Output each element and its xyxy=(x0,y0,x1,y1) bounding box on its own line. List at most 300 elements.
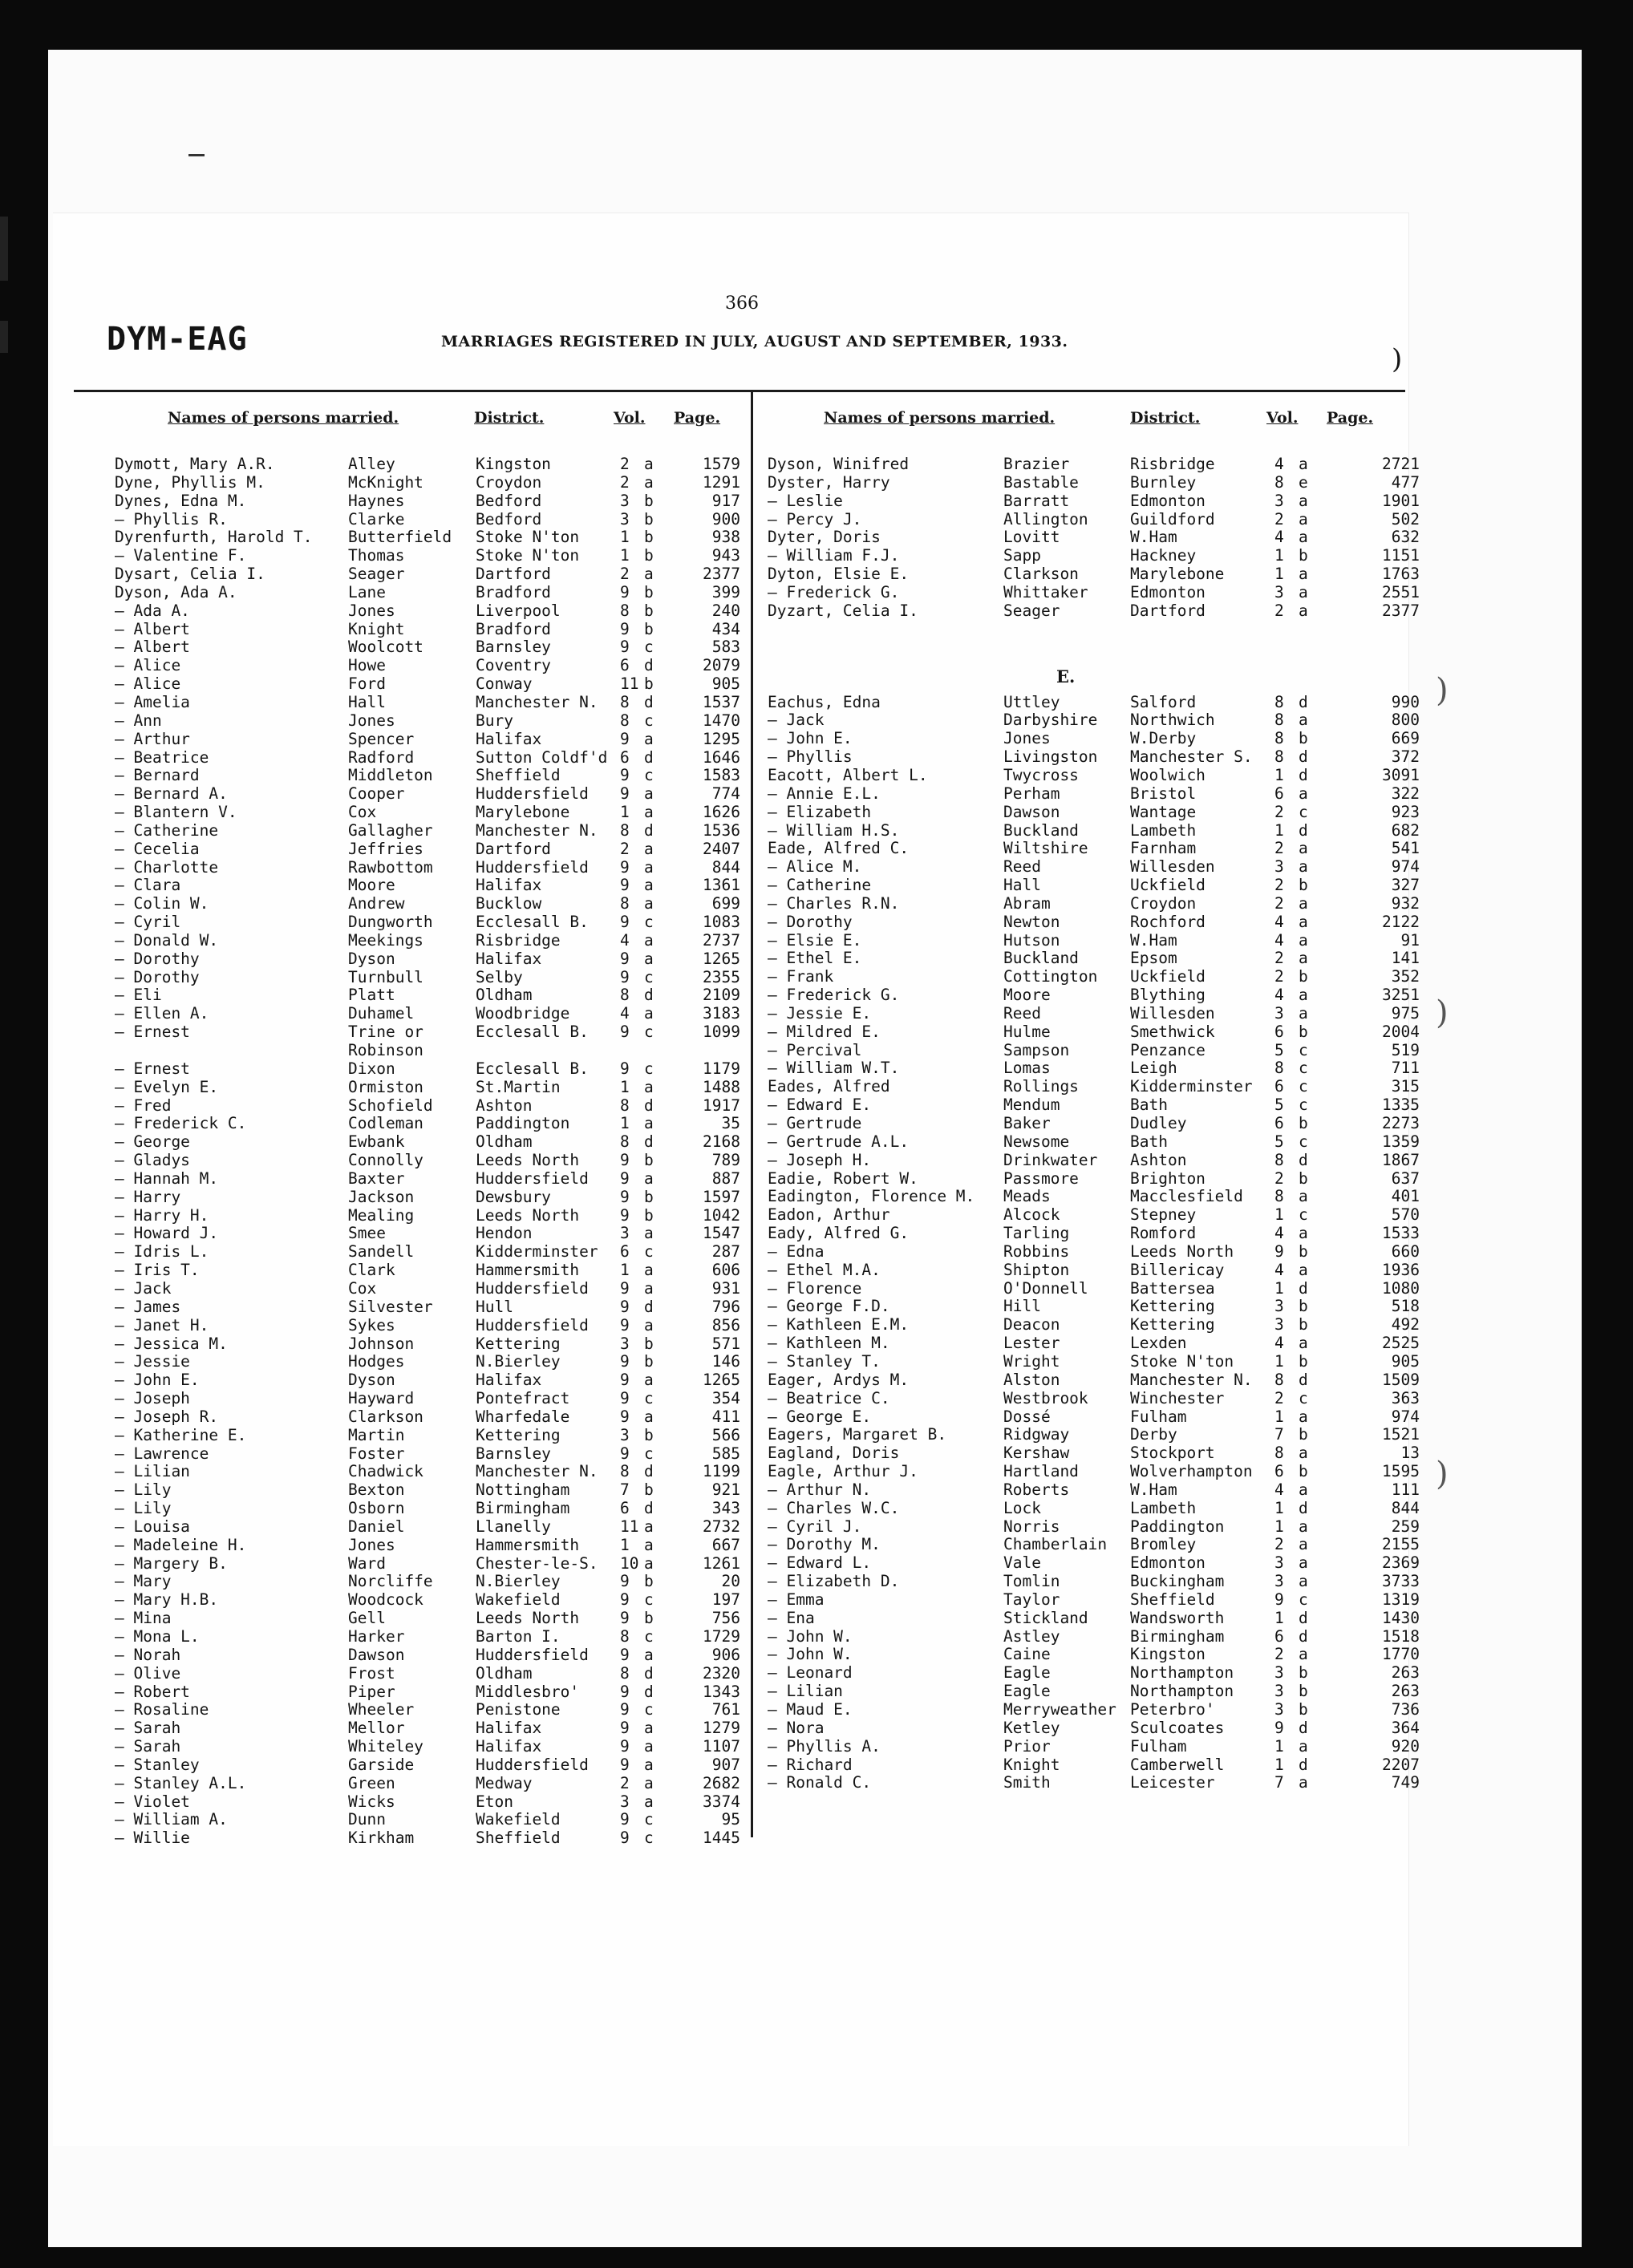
table-row xyxy=(768,1114,1420,1133)
entry-vol-letter: d xyxy=(644,1096,654,1115)
entry-vol: 8 xyxy=(620,986,630,1005)
entry-vol-letter: a xyxy=(644,1315,654,1334)
entry-vol: 6 xyxy=(1274,1626,1284,1646)
table-row xyxy=(768,784,1420,804)
entry-district: Halifax xyxy=(476,949,542,968)
entry-district: Ashton xyxy=(1130,1150,1187,1169)
table-row xyxy=(115,1151,740,1170)
table-row xyxy=(115,1096,740,1116)
entry-vol: 1 xyxy=(1274,820,1284,840)
entry-page: 2207 xyxy=(1382,1755,1420,1774)
entry-name: — Jack xyxy=(115,1278,172,1298)
table-row xyxy=(115,1205,740,1225)
entry-spouse: Cottington xyxy=(1003,967,1098,986)
entry-vol-letter: b xyxy=(644,491,654,510)
entry-name: — Willie xyxy=(115,1829,190,1848)
entry-vol-letter: a xyxy=(644,1645,654,1664)
entry-page: 856 xyxy=(711,1315,740,1334)
entry-vol-letter: b xyxy=(1299,1241,1308,1261)
entry-vol: 1 xyxy=(620,1077,630,1096)
table-row xyxy=(768,1498,1420,1518)
entry-vol: 9 xyxy=(620,1737,630,1756)
entry-name: Dyson, Ada A. xyxy=(115,582,237,601)
entry-vol-letter: c xyxy=(1299,1040,1308,1059)
entry-district: Stoke N'ton xyxy=(476,546,580,565)
entry-vol: 1 xyxy=(1274,1205,1284,1225)
table-row xyxy=(115,857,740,877)
entry-spouse: Andrew xyxy=(348,894,405,913)
entry-page: 3733 xyxy=(1382,1572,1420,1591)
entry-name: — Ernest xyxy=(115,1059,190,1078)
entry-page: 887 xyxy=(711,1168,740,1188)
entry-district: N.Bierley xyxy=(476,1572,561,1591)
entry-district: Fulham xyxy=(1130,1736,1187,1756)
table-row xyxy=(768,1334,1420,1353)
entry-vol-letter: b xyxy=(1299,1168,1308,1188)
entry-vol: 3 xyxy=(620,509,630,529)
entry-spouse: Clark xyxy=(348,1261,395,1280)
entry-page: 1445 xyxy=(703,1829,740,1848)
entry-name: — Gladys xyxy=(115,1151,190,1170)
entry-name: — Elizabeth D. xyxy=(768,1572,900,1591)
entry-vol-letter: d xyxy=(644,1499,654,1518)
header-range: DYM-EAG xyxy=(107,321,248,358)
entry-spouse: Sykes xyxy=(348,1315,395,1334)
table-row xyxy=(768,1315,1420,1334)
header-vol: Vol. xyxy=(1266,409,1299,427)
entry-name: — Rosaline xyxy=(115,1700,209,1719)
entry-name: — Cecelia xyxy=(115,839,200,858)
scan-edge-mark xyxy=(0,217,8,281)
entry-district: Winchester xyxy=(1130,1388,1225,1407)
table-row xyxy=(115,839,740,859)
entry-vol-letter: b xyxy=(644,1151,654,1170)
entry-page: 1319 xyxy=(1382,1590,1420,1609)
entry-spouse: Hayward xyxy=(348,1389,415,1408)
entry-page: 938 xyxy=(711,528,740,547)
entry-vol: 2 xyxy=(1274,1645,1284,1664)
entry-vol-letter: d xyxy=(1299,1150,1308,1169)
entry-vol: 9 xyxy=(620,1682,630,1701)
entry-page: 1583 xyxy=(703,766,740,785)
entry-name: Eagers, Margaret B. xyxy=(768,1425,947,1444)
entry-vol: 2 xyxy=(1274,1535,1284,1554)
entry-name: — Beatrice C. xyxy=(768,1388,890,1407)
entry-page: 1080 xyxy=(1382,1278,1420,1298)
entry-district: Sheffield xyxy=(1130,1590,1215,1609)
table-row xyxy=(768,1682,1420,1701)
entry-name: — Cyril J. xyxy=(768,1517,862,1536)
entry-vol: 1 xyxy=(1274,546,1284,565)
entry-page: 1083 xyxy=(703,913,740,932)
entry-page: 1359 xyxy=(1382,1132,1420,1151)
entry-vol: 8 xyxy=(1274,692,1284,711)
entry-vol: 9 xyxy=(620,1572,630,1591)
entry-name: — Ellen A. xyxy=(115,1004,209,1023)
entry-spouse: Lane xyxy=(348,582,386,601)
entry-name: — Elsie E. xyxy=(768,930,862,950)
entry-page: 2122 xyxy=(1382,912,1420,931)
entry-vol: 1 xyxy=(1274,1517,1284,1536)
margin-bracket: ) xyxy=(1436,1456,1449,1492)
entry-vol-letter: d xyxy=(644,1132,654,1152)
entry-district: Hull xyxy=(476,1297,513,1316)
entry-district: Chester-le-S. xyxy=(476,1553,598,1573)
table-row xyxy=(115,986,740,1005)
table-row xyxy=(768,1040,1420,1060)
entry-district: Penzance xyxy=(1130,1040,1206,1059)
entry-vol: 9 xyxy=(620,784,630,804)
entry-spouse: Taylor xyxy=(1003,1590,1060,1609)
entry-district: Willesden xyxy=(1130,1003,1215,1023)
entry-district: Dartford xyxy=(1130,601,1206,620)
entry-spouse: Schofield xyxy=(348,1096,433,1115)
entry-district: Woolwich xyxy=(1130,765,1206,784)
entry-district: Llanelly xyxy=(476,1517,551,1536)
table-row xyxy=(768,1663,1420,1683)
table-row xyxy=(115,638,740,657)
entry-spouse: Turnbull xyxy=(348,967,423,986)
entry-page: 263 xyxy=(1391,1663,1420,1683)
table-row xyxy=(768,472,1420,492)
entry-district: Huddersfield xyxy=(476,1315,589,1334)
table-row xyxy=(768,1480,1420,1500)
entry-vol-letter: a xyxy=(644,1371,654,1390)
entry-vol: 4 xyxy=(620,1004,630,1023)
entry-spouse: Clarkson xyxy=(348,1407,423,1426)
entry-vol: 9 xyxy=(620,1645,630,1664)
entry-page: 2721 xyxy=(1382,455,1420,473)
entry-vol: 9 xyxy=(620,1371,630,1390)
entry-district: W.Ham xyxy=(1130,1480,1177,1499)
table-row xyxy=(115,1132,740,1152)
entry-vol: 8 xyxy=(1274,472,1284,492)
entry-district: Sheffield xyxy=(476,1829,561,1848)
entry-vol: 9 xyxy=(620,1059,630,1078)
entry-page: 477 xyxy=(1391,472,1420,492)
entry-district: Leeds North xyxy=(476,1151,580,1170)
entry-vol: 9 xyxy=(620,1297,630,1316)
entry-vol-letter: a xyxy=(1299,857,1308,877)
table-row xyxy=(768,839,1420,858)
entry-vol: 6 xyxy=(620,656,630,675)
entry-page: 699 xyxy=(711,894,740,913)
entry-spouse: Stickland xyxy=(1003,1608,1088,1627)
entry-district: Bath xyxy=(1130,1096,1168,1115)
entry-vol-letter: d xyxy=(1299,1498,1308,1517)
entry-vol: 6 xyxy=(1274,1114,1284,1132)
entry-vol: 3 xyxy=(1274,1003,1284,1023)
entry-district: Barnsley xyxy=(476,638,551,657)
entry-spouse: Martin xyxy=(348,1425,405,1444)
entry-vol: 4 xyxy=(1274,1260,1284,1279)
entry-spouse: Clarke xyxy=(348,509,405,529)
entry-district: Romford xyxy=(1130,1224,1197,1243)
entry-name: — Gertrude A.L. xyxy=(768,1132,910,1151)
table-row xyxy=(768,1425,1420,1444)
entry-vol-letter: b xyxy=(1299,1351,1308,1371)
entry-page: 974 xyxy=(1391,1407,1420,1426)
entry-name: — Amelia xyxy=(115,692,190,711)
entry-vol: 8 xyxy=(1274,1370,1284,1389)
entry-vol: 2 xyxy=(1274,876,1284,895)
entry-vol: 6 xyxy=(620,747,630,767)
entry-spouse: Wicks xyxy=(348,1792,395,1811)
entry-vol: 9 xyxy=(1274,1241,1284,1261)
entry-name: — Dorothy xyxy=(768,912,853,931)
entry-page: 566 xyxy=(711,1425,740,1444)
entry-spouse: Norcliffe xyxy=(348,1572,433,1591)
entry-vol-letter: a xyxy=(1299,1480,1308,1499)
entry-spouse: Bastable xyxy=(1003,472,1079,492)
entry-spouse: Sampson xyxy=(1003,1040,1070,1059)
entry-vol: 9 xyxy=(620,1205,630,1225)
entry-vol: 2 xyxy=(1274,509,1284,529)
entry-vol: 3 xyxy=(1274,1315,1284,1334)
entry-vol-letter: b xyxy=(644,619,654,638)
entry-page: 240 xyxy=(711,601,740,620)
entry-spouse: Howe xyxy=(348,656,386,675)
entry-spouse: Hall xyxy=(348,692,386,711)
entry-page: 943 xyxy=(711,546,740,565)
entry-page: 796 xyxy=(711,1297,740,1316)
entry-vol: 1 xyxy=(1274,1498,1284,1517)
entry-name: Eagle, Arthur J. xyxy=(768,1462,918,1481)
entry-vol-letter: b xyxy=(1299,1462,1308,1481)
entry-district: Bristol xyxy=(1130,784,1197,803)
entry-vol: 5 xyxy=(1274,1132,1284,1151)
entry-vol: 3 xyxy=(620,1425,630,1444)
entry-vol: 9 xyxy=(620,619,630,638)
entry-vol-letter: a xyxy=(1299,1736,1308,1756)
table-row xyxy=(768,930,1420,950)
entry-spouse: Tomlin xyxy=(1003,1572,1060,1591)
entry-page: 434 xyxy=(711,619,740,638)
entry-page: 761 xyxy=(711,1700,740,1719)
entry-name: — Louisa xyxy=(115,1517,190,1536)
table-row xyxy=(115,472,740,492)
entry-spouse: Perham xyxy=(1003,784,1060,803)
entry-vol-letter: c xyxy=(644,1059,654,1078)
entry-page: 1295 xyxy=(703,729,740,748)
entry-spouse: Dyson xyxy=(348,949,395,968)
header-page: Page. xyxy=(674,409,721,427)
entry-page: 287 xyxy=(711,1242,740,1262)
table-row xyxy=(115,1663,740,1683)
entry-page: 2273 xyxy=(1382,1114,1420,1132)
entry-district: Derby xyxy=(1130,1425,1177,1444)
entry-vol-letter: a xyxy=(644,784,654,804)
entry-name: — Maud E. xyxy=(768,1700,853,1719)
entry-page: 749 xyxy=(1391,1773,1420,1792)
entry-district: Kettering xyxy=(1130,1297,1215,1316)
entry-page: 95 xyxy=(721,1810,740,1829)
entry-name: — Phyllis A. xyxy=(768,1736,881,1756)
entry-vol-letter: a xyxy=(644,1517,654,1536)
entry-vol-letter: a xyxy=(644,1553,654,1573)
entry-vol: 2 xyxy=(1274,967,1284,986)
entry-district: Birmingham xyxy=(476,1499,570,1518)
entry-page: 2525 xyxy=(1382,1334,1420,1353)
table-row xyxy=(115,1535,740,1555)
entry-page: 1579 xyxy=(703,455,740,473)
entry-page: 1179 xyxy=(703,1059,740,1078)
entry-name: — Beatrice xyxy=(115,747,209,767)
entry-vol-letter: d xyxy=(644,692,654,711)
entry-district: Brighton xyxy=(1130,1168,1206,1188)
entry-district: Huddersfield xyxy=(476,1278,589,1298)
entry-vol: 9 xyxy=(620,1755,630,1774)
entry-vol-letter: a xyxy=(1299,949,1308,968)
entry-spouse: Newton xyxy=(1003,912,1060,931)
entry-vol: 4 xyxy=(620,930,630,950)
entry-vol: 2 xyxy=(620,839,630,858)
entry-vol-letter: c xyxy=(1299,1590,1308,1609)
entry-district: Smethwick xyxy=(1130,1022,1215,1041)
entry-page: 1597 xyxy=(703,1187,740,1206)
entry-page: 1770 xyxy=(1382,1645,1420,1664)
entry-district: Huddersfield xyxy=(476,784,589,804)
entry-name: — Jessie xyxy=(115,1352,190,1371)
entry-vol: 4 xyxy=(1274,986,1284,1005)
entry-spouse: Mendum xyxy=(1003,1096,1060,1115)
header-district: District. xyxy=(1130,409,1201,427)
entry-district: Leeds North xyxy=(476,1609,580,1628)
entry-name: — John E. xyxy=(768,729,853,748)
entry-district: Bradford xyxy=(476,619,551,638)
entry-vol: 4 xyxy=(1274,930,1284,950)
entry-spouse: Duhamel xyxy=(348,1004,415,1023)
spacer xyxy=(768,621,1393,657)
entry-name: — Albert xyxy=(115,619,190,638)
table-row xyxy=(115,1755,740,1775)
entry-spouse: Dungworth xyxy=(348,913,433,932)
entry-district: Paddington xyxy=(476,1114,570,1133)
entry-name: — Ronald C. xyxy=(768,1773,872,1792)
entry-spouse: Jones xyxy=(1003,729,1051,748)
entry-district: Nottingham xyxy=(476,1480,570,1500)
entry-spouse: Dyson xyxy=(348,1371,395,1390)
entry-page: 1547 xyxy=(703,1224,740,1243)
entry-vol-letter: b xyxy=(1299,1425,1308,1444)
entry-district: Huddersfield xyxy=(476,1645,589,1664)
entry-name: — Catherine xyxy=(768,876,872,895)
entry-spouse: Prior xyxy=(1003,1736,1051,1756)
entry-list xyxy=(768,692,1420,1793)
table-row xyxy=(115,1572,740,1591)
entry-spouse: Haynes xyxy=(348,491,405,510)
entry-spouse: Abram xyxy=(1003,893,1051,913)
entry-page: 1488 xyxy=(703,1077,740,1096)
entry-spouse: Radford xyxy=(348,747,415,767)
entry-page: 1151 xyxy=(1382,546,1420,565)
entry-spouse: Platt xyxy=(348,986,395,1005)
entry-name: — Charles W.C. xyxy=(768,1498,900,1517)
entry-vol-letter: a xyxy=(644,1114,654,1133)
entry-spouse: Meads xyxy=(1003,1187,1051,1206)
table-row xyxy=(768,1241,1420,1262)
entry-spouse: Tarling xyxy=(1003,1224,1070,1243)
entry-vol-letter: b xyxy=(644,1334,654,1353)
entry-vol-letter: b xyxy=(644,1425,654,1444)
entry-district: Wakefield xyxy=(476,1590,561,1610)
entry-spouse: Livingston xyxy=(1003,747,1098,767)
entry-vol: 9 xyxy=(620,638,630,657)
entry-district: Dudley xyxy=(1130,1114,1187,1132)
entry-vol: 3 xyxy=(1274,1297,1284,1316)
entry-name: — John W. xyxy=(768,1645,853,1664)
entry-vol-letter: c xyxy=(644,1444,654,1463)
entry-vol-letter: a xyxy=(1299,1334,1308,1353)
entry-name: — Evelyn E. xyxy=(115,1077,219,1096)
entry-vol-letter: b xyxy=(644,546,654,565)
entry-spouse: Robbins xyxy=(1003,1241,1070,1261)
entry-name: — Nora xyxy=(768,1718,825,1737)
entry-vol-letter: d xyxy=(1299,692,1308,711)
entry-name: Dyster, Harry xyxy=(768,472,890,492)
entry-page: 667 xyxy=(711,1535,740,1554)
table-row xyxy=(115,1407,740,1427)
entry-vol: 8 xyxy=(1274,747,1284,767)
entry-name: — George xyxy=(115,1132,190,1152)
entry-vol: 9 xyxy=(620,1168,630,1188)
entry-page: 364 xyxy=(1391,1718,1420,1737)
entry-name: — Ena xyxy=(768,1608,815,1627)
entry-vol-letter: a xyxy=(644,472,654,492)
entry-name: — Joseph R. xyxy=(115,1407,219,1426)
entry-name: — Sarah xyxy=(115,1719,181,1738)
table-row xyxy=(115,619,740,639)
entry-vol: 2 xyxy=(1274,1168,1284,1188)
table-row xyxy=(115,1278,740,1298)
entry-vol-letter: a xyxy=(1299,601,1308,620)
entry-spouse: Wheeler xyxy=(348,1700,415,1719)
table-row xyxy=(768,711,1420,730)
header-page: Page. xyxy=(1327,409,1374,427)
entry-vol: 9 xyxy=(620,857,630,877)
entry-vol: 2 xyxy=(1274,601,1284,620)
entry-district: Kingston xyxy=(476,455,551,473)
entry-vol: 9 xyxy=(620,1315,630,1334)
entry-vol-letter: d xyxy=(1299,1718,1308,1737)
entry-page: 974 xyxy=(1391,857,1420,877)
entry-name: Dyne, Phyllis M. xyxy=(115,472,265,492)
table-row xyxy=(768,1370,1420,1390)
entry-name: Eagland, Doris xyxy=(768,1444,900,1463)
entry-spouse: Frost xyxy=(348,1663,395,1683)
entry-vol-letter: a xyxy=(1299,509,1308,529)
entry-page: 1536 xyxy=(703,820,740,840)
table-row xyxy=(768,1022,1420,1042)
entry-vol-letter: d xyxy=(1299,820,1308,840)
entry-vol: 7 xyxy=(1274,1773,1284,1792)
entry-page: 2377 xyxy=(1382,601,1420,620)
entry-district: Bath xyxy=(1130,1132,1168,1151)
entry-name: Dyzart, Celia I. xyxy=(768,601,918,620)
table-row xyxy=(115,528,740,547)
entry-page: 20 xyxy=(721,1572,740,1591)
entry-spouse: Jones xyxy=(348,1535,395,1554)
table-row xyxy=(115,1004,740,1023)
entry-district: Stockport xyxy=(1130,1444,1215,1463)
entry-page: 800 xyxy=(1391,711,1420,730)
entry-name: — Ernest xyxy=(115,1023,190,1042)
entry-name: — John W. xyxy=(768,1626,853,1646)
table-row xyxy=(115,1700,740,1719)
entry-vol-letter: a xyxy=(1299,1407,1308,1426)
entry-vol: 8 xyxy=(620,1132,630,1152)
entry-name: — William A. xyxy=(115,1810,228,1829)
